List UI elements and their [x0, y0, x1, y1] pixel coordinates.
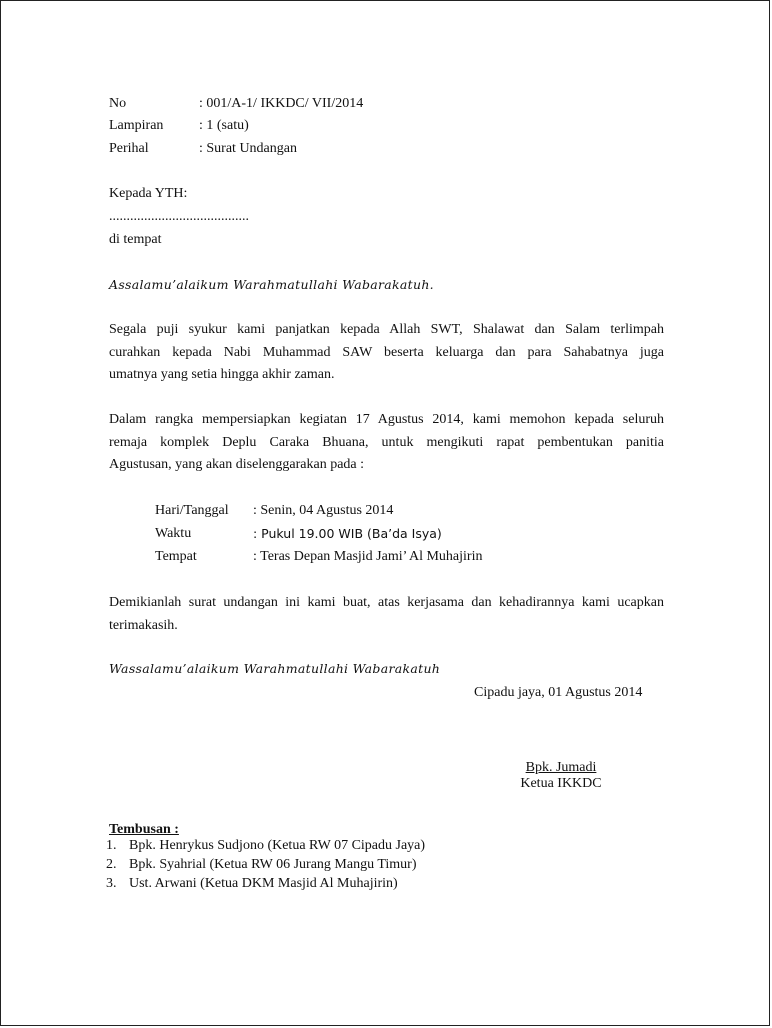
- recipient-tempat: di tempat: [109, 232, 162, 247]
- perihal-label: Perihal: [109, 141, 149, 156]
- event-waktu-label: Waktu: [155, 526, 192, 541]
- place-date: Cipadu jaya, 01 Agustus 2014: [474, 685, 643, 700]
- lampiran-label: Lampiran: [109, 118, 164, 133]
- event-hari-value: : Senin, 04 Agustus 2014: [253, 503, 394, 518]
- tembusan-heading: Tembusan :: [109, 822, 179, 837]
- recipient-dots: ........................................: [109, 209, 249, 224]
- recipient-kepada: Kepada YTH:: [109, 186, 188, 201]
- event-tempat-label: Tempat: [155, 549, 197, 564]
- paragraph-purpose: [109, 409, 664, 477]
- paragraph-intro-line-3: umatnya yang setia hingga akhir zaman.: [109, 367, 335, 383]
- farewell: Wassalamu’alaikum Warahmatullahi Wabarakatuh: [109, 661, 441, 676]
- paragraph-closing-line-1: Demikianlah surat undangan ini kami buat, atas kerjasama dan kehadirannya kami ucapkan: [109, 595, 664, 610]
- event-waktu-value: : Pukul 19.00 WIB (Ba’da Isya): [253, 526, 442, 541]
- paragraph-closing: [109, 592, 664, 637]
- event-tempat-value: : Teras Depan Masjid Jami’ Al Muhajirin: [253, 549, 483, 564]
- lampiran-value: : 1 (satu): [199, 118, 249, 133]
- paragraph-purpose-line-1: Dalam rangka mempersiapkan kegiatan 17 Agustus 2014, kami memohon kepada seluruh: [109, 412, 664, 427]
- event-hari-label: Hari/Tanggal: [155, 503, 229, 518]
- paragraph-purpose-line-3: Agustusan, yang akan diselenggarakan pada :: [109, 457, 365, 473]
- paragraph-purpose-line-2: remaja komplek Deplu Caraka Bhuana, untuk mengikuti rapat pembentukan panitia: [109, 434, 664, 450]
- paragraph-intro: [109, 319, 664, 387]
- paragraph-closing-line-2: terimakasih.: [109, 617, 178, 633]
- paragraph-intro-line-2: curahkan kepada Nabi Muhammad SAW beserta keluarga dan para Sahabatnya juga: [109, 344, 664, 360]
- list-item: 1. Bpk. Henrykus Sudjono (Ketua RW 07 Cipadu Jaya): [106, 838, 426, 853]
- list-item: 2. Bpk. Syahrial (Ketua RW 06 Jurang Mangu Timur): [106, 857, 417, 872]
- signature-name: Bpk. Jumadi: [525, 760, 597, 775]
- greeting: Assalamu’alaikum Warahmatullahi Wabarakatuh.: [109, 277, 434, 292]
- no-value: : 001/A-1/ IKKDC/ VII/2014: [199, 96, 364, 111]
- paragraph-intro-line-1: Segala puji syukur kami panjatkan kepada Allah SWT, Shalawat dan Salam terlimpah: [109, 322, 664, 337]
- no-label: No: [109, 96, 127, 111]
- signature-title: Ketua IKKDC: [520, 776, 602, 791]
- list-item: 3. Ust. Arwani (Ketua DKM Masjid Al Muhajirin): [106, 876, 398, 891]
- tembusan-list: [106, 836, 426, 893]
- perihal-value: : Surat Undangan: [199, 141, 297, 156]
